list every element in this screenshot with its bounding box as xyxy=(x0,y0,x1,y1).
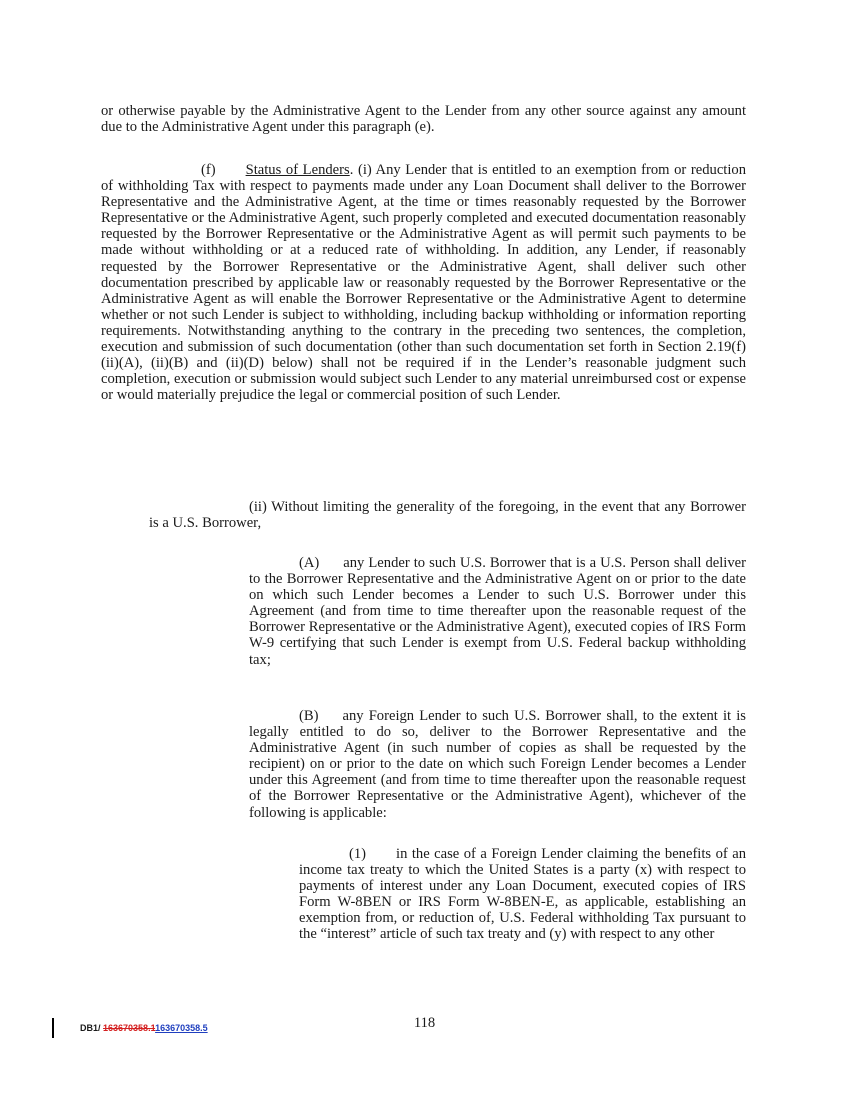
paragraph-f-body: . (i) Any Lender that is entitled to an exemption from or reduction of withholding Tax with respect to payments made under any Loan Document shall deliver to the Borrower Representative and the Administrative Agent, at the time or times reasonably requested by the Borrower Representative or the Administrative Agent, such properly completed and executed documentation reasonably requested by the Borrower Representative or the Administrative Agent as will permit such payments to be made without withholding or at a reduced rate of withholding. In addition, any Lender, if reasonably requested by the Borrower Representative or the Administrative Agent, shall deliver such other documentation prescribed by applicable law or reasonably requested by the Borrower Representative or the Administrative Agent as will enable the Borrower Representative or the Administrative Agent to determine whether or not such Lender is subject to withholding, including backup withholding or information reporting requirements. Notwithstanding anything to the contrary in the preceding two sentences, the completion, execution and submission of such documentation (other than such documentation set forth in Section 2.19(f)(ii)(A), (ii)(B) and (ii)(D) below) shall not be required if in the Lender’s reasonable judgment such completion, execution or submission would subject such Lender to any material unreimbursed cost or expense or would materially prejudice the legal or commercial position of such Lender. xyxy=(101,162,746,404)
paragraph-ii: (ii) Without limiting the generality of the foregoing, in the event that any Borrower is a U.S. Borrower, xyxy=(149,499,746,532)
subclause-1-body: in the case of a Foreign Lender claiming the benefits of an income tax treaty to which the United States is a party (x) with respect to payments of interest under any Loan Document, executed copies of IRS Form W-8BEN or IRS Form W-8BEN-E, as applicable, establishing an exemption from, or reduction of, U.S. Federal withholding Tax pursuant to the “interest” article of such tax treaty and (y) with respect to any other xyxy=(299,846,746,943)
page-number: 118 xyxy=(413,1015,436,1031)
clause-B xyxy=(249,708,746,821)
clause-A-label: (A) xyxy=(299,555,320,571)
clause-B-body: any Foreign Lender to such U.S. Borrower shall, to the extent it is legally entitled to do so, deliver to the Borrower Representative and the Administrative Agent (in such number of copies as shall be requested by the recipient) on or prior to the date on which such Foreign Lender becomes a Lender under this Agreement (and from time to time thereafter upon the reasonable request of the Borrower Representative or the Administrative Agent), whichever of the following is applicable: xyxy=(249,708,746,821)
paragraph-f-label: (f) xyxy=(201,162,216,178)
clause-A xyxy=(249,555,746,668)
document-id-prefix: DB1/ xyxy=(80,1023,104,1033)
subclause-1 xyxy=(299,846,746,943)
clause-B-label: (B) xyxy=(299,708,319,724)
paragraph-f-heading: Status of Lenders xyxy=(245,162,350,178)
paragraph-e-continuation: or otherwise payable by the Administrative Agent to the Lender from any other source against any amount due to the Administrative Agent under this paragraph (e). xyxy=(101,103,746,136)
document-id-inserted: 163670358.5 xyxy=(155,1023,208,1033)
clause-A-body: any Lender to such U.S. Borrower that is a U.S. Person shall deliver to the Borrower Representative and the Administrative Agent on or prior to the date on which such Lender becomes a Lender to such U.S. Borrower under this Agreement (and from time to time thereafter upon the reasonable request of the Borrower Representative or the Administrative Agent), executed copies of IRS Form W-9 certifying that such Lender is exempt from U.S. Federal backup withholding tax; xyxy=(249,555,746,668)
document-id-deleted: 163670358.1 xyxy=(103,1023,156,1033)
subclause-1-label: (1) xyxy=(349,846,367,862)
document-id xyxy=(80,1023,208,1033)
paragraph-f-status-of-lenders xyxy=(101,162,746,403)
revision-bar xyxy=(52,1018,54,1038)
